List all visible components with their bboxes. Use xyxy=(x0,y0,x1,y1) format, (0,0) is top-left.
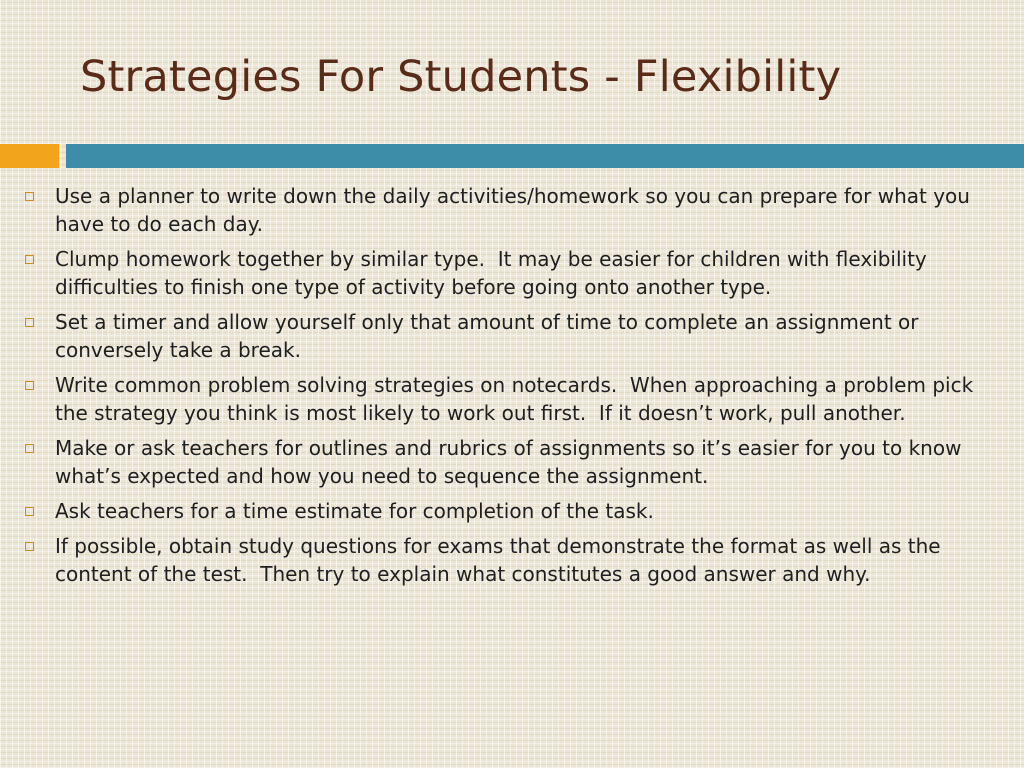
square-bullet-icon xyxy=(25,507,34,516)
bullet-text: Clump homework together by similar type. It may be easier for children with flexibility difficulties to finish one type of activity before going onto another type. xyxy=(55,247,934,299)
bullet-item xyxy=(18,532,993,588)
square-bullet-icon xyxy=(25,381,34,390)
bullet-item xyxy=(18,497,993,525)
bullet-item xyxy=(18,182,993,238)
accent-bar-teal xyxy=(66,144,1024,168)
bullet-item xyxy=(18,308,993,364)
bullet-text: Write common problem solving strategies on notecards. When approaching a problem pick the strategy you think is most likely to work out first. If it doesn’t work, pull another. xyxy=(55,373,980,425)
square-bullet-icon xyxy=(25,542,34,551)
square-bullet-icon xyxy=(25,318,34,327)
bullet-item xyxy=(18,434,993,490)
bullet-item xyxy=(18,245,993,301)
square-bullet-icon xyxy=(25,255,34,264)
bullet-text: Ask teachers for a time estimate for completion of the task. xyxy=(55,499,654,523)
square-bullet-icon xyxy=(25,192,34,201)
bullet-text: Use a planner to write down the daily activities/homework so you can prepare for what you have to do each day. xyxy=(55,184,977,236)
bullet-item xyxy=(18,371,993,427)
square-bullet-icon xyxy=(25,444,34,453)
bullet-list xyxy=(18,182,993,595)
slide-title: Strategies For Students - Flexibility xyxy=(80,52,842,102)
accent-bar-gold xyxy=(0,144,59,168)
bullet-text: If possible, obtain study questions for exams that demonstrate the format as well as the content of the test. Then try to explain what constitutes a good answer and why. xyxy=(55,534,947,586)
bullet-text: Make or ask teachers for outlines and rubrics of assignments so it’s easier for you to know what’s expected and how you need to sequence the assignment. xyxy=(55,436,968,488)
bullet-text: Set a timer and allow yourself only that amount of time to complete an assignment or conversely take a break. xyxy=(55,310,925,362)
